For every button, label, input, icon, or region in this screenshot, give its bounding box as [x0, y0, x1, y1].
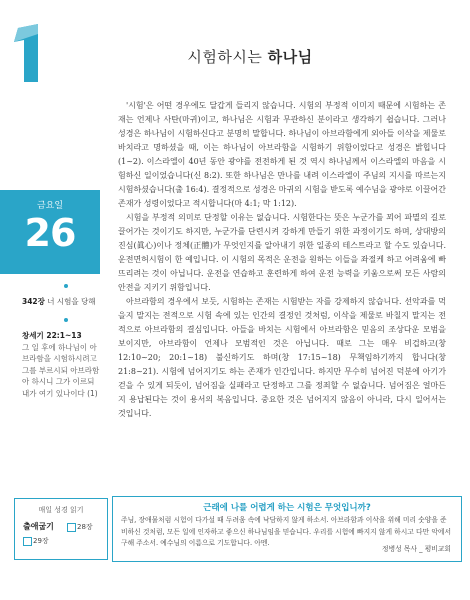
hymn-number: 342장 — [22, 297, 45, 306]
title-bold: 하나님 — [267, 48, 313, 66]
month-number — [8, 24, 48, 82]
scripture-reference: 창세기 22:1~13 — [22, 331, 82, 340]
checkbox-chapter-28[interactable] — [67, 523, 76, 532]
devotional-title — [150, 46, 350, 67]
hymn-info — [22, 296, 100, 308]
checkbox-chapter-29[interactable] — [23, 537, 32, 546]
divider-dot — [64, 318, 68, 322]
reading-book: 출애굽기 — [23, 522, 54, 531]
prayer-text: 주님, 장애물처럼 시험이 다가설 때 두려움 속에 낙담하지 않게 하소서. 아브라함과 이삭을 위해 미리 숫양을 준비하신 것처럼, 모든 일에 인자하고 좋으신 하나님임을 믿습니다. 우리를 시험에 빠지지 않게 하시고 다만 악에서 구해 주소서. 예수님의 이름으로 기도합니다. 아멘. — [121, 516, 452, 547]
reflection-question: 근래에 나를 어렵게 하는 시험은 무엇입니까? — [203, 503, 371, 513]
chapter-label: 28장 — [77, 523, 93, 531]
daily-reading-box — [14, 498, 108, 560]
body-paragraph: 아브라함의 경우에서 보듯, 시험하는 존재는 시험받는 자를 강제하지 않습니다. 선악과를 먹을지 말지는 전적으로 시험 속에 있는 인간의 결정인 것처럼, 이삭을 제물로 바칠지 말지는 전적으로 아브라함의 결심입니다. 아들을 바치는 시험에서 아브라함은 믿음의 조상다운 모범을 보이지만, 아브라함이 언제나 모범적인 것은 아닙니다. 때로 그는 매우 비겁하고(창 12:10~20; 20:1~18) 불신하기도 하며(창 17:15~18) 무책임하기까지 합니다(창 21:8~21). 시험에 넘어지기도 하는 존재가 인간입니다. 하지만 무수히 넘어진 덕분에 아기가 걷을 수 있게 되듯이, 넘어짐을 실패라고 단정하고 그를 정죄할 수 없습니다. 넘어짐은 얼마든지 용납된다는 것이 용서의 복음입니다. 중요한 것은 넘어지지 않음이 아니라, 다시 일어서는 것입니다. — [118, 297, 446, 418]
body-paragraph: 시험을 부정적 의미로 단정할 이유는 없습니다. 시험한다는 뜻은 누군가를 꾀어 파멸의 길로 끌어가는 것이기도 하지만, 누군가를 단련시켜 강하게 만들기 위한 과정이기도 하며, 상대방의 진심(眞心)이나 정체(正體)가 무엇인지를 알아내기 위한 일종의 테스트라고 할 수도 있습니다. 운전면허시험이 한 예입니다. 이 시험의 목적은 운전을 원하는 이들을 좌절케 하고 어려움에 빠뜨리려는 것이 아닙니다. 운전을 연습하고 훈련하게 하여 운전 능력을 키움으로써 모든 사람의 안전을 지키기 위함입니다. — [118, 213, 446, 292]
title-normal: 시험하시는 — [187, 48, 268, 66]
author-credit: 정병성 목사 _ 평비교회 — [382, 545, 451, 553]
body-paragraph: '시험'은 어떤 경우에도 달갑게 들리지 않습니다. 시험의 부정적 이미지 때문에 시험하는 존재는 언제나 사탄(마귀)이고, 하나님은 시험과 무관하신 분이라고 생각하기 쉽습니다. 그러나 성경은 하나님이 시험하신다고 분명히 말합니다. 하나님이 아브라함에게 외아들 이삭을 제물로 바치라고 명하셨을 때, 이는 하나님이 아브라함을 시험하기 위함이었다고 성경은 밝힙니다(1~2). 이스라엘이 40년 동안 광야를 전전하게 된 것 역시 하나님께서 이스라엘의 마음을 시험하신 일이었습니다(신 8:2). 또한 하나님은 만나를 내려 이스라엘이 주님의 지시를 따르는지 시험하셨습니다(출 16:4). 결정적으로 성경은 마귀의 시험을 받도록 예수님을 광야로 이끌어간 존재가 성령이었다고 적시합니다(마 4:1; 막 1:12). — [118, 101, 446, 208]
prayer-box — [112, 496, 462, 562]
reading-title: 매일 성경 읽기 — [38, 506, 84, 514]
memory-verse: 그 일 후에 하나님이 아브라함을 시험하시려고 그를 부르시되 아브라함아 하시니 그가 이르되 내가 여기 있나이다 (1) — [22, 342, 100, 398]
day-number: 26 — [24, 211, 76, 255]
scripture-block — [22, 330, 100, 399]
date-block — [0, 190, 100, 274]
divider-dot — [64, 284, 68, 288]
body-text — [118, 99, 446, 421]
chapter-label: 29장 — [33, 537, 49, 545]
hymn-name: 너 시험을 당해 — [44, 297, 96, 306]
weekday: 금요일 — [36, 201, 64, 211]
